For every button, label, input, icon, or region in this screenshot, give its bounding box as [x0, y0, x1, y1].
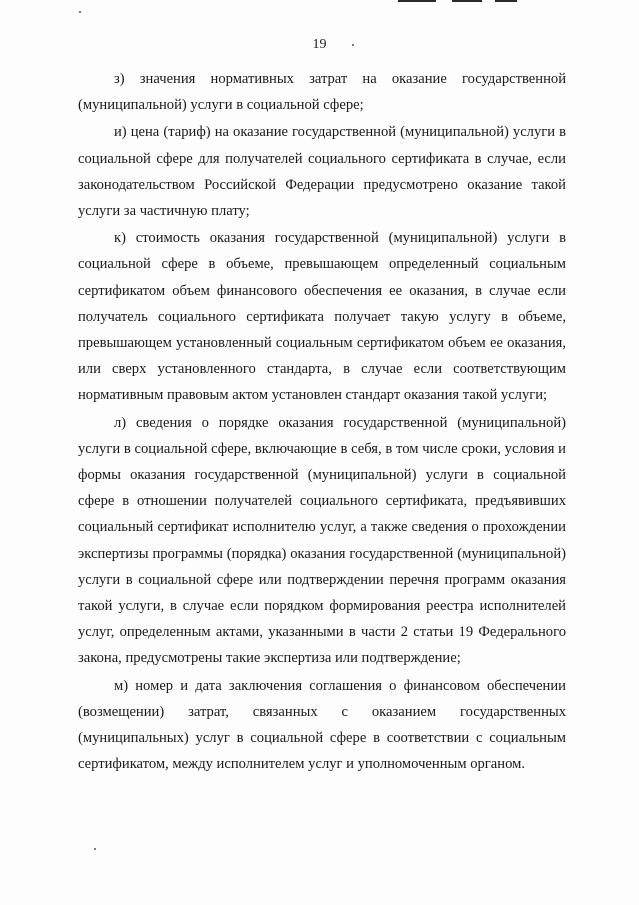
paragraph-k: к) стоимость оказания государственной (муниципальной) услуги в социальной сфере в объеме, превышающем определенный социальным сертификатом объем финансового обеспечения ее оказания, в случае если получатель социального сертификата получает такую услугу в объеме, превышающем установленный социальным сертификатом объем ее оказания, или сверх установленного стандарта, в случае если соответствующим нормативным правовым актом установлен стандарт оказания такой услуги; — [78, 230, 566, 404]
scan-speck — [94, 848, 96, 850]
page-number: 19 — [312, 37, 327, 52]
paragraph-m: м) номер и дата заключения соглашения о финансовом обеспечении (возмещении) затрат, связанных с оказанием государственных (муниципальных) услуг в социальной сфере в соответствии с социальным сертификатом, между исполнителем услуг и уполномоченным органом. — [78, 677, 566, 773]
paragraph-z: з) значения нормативных затрат на оказание государственной (муниципальной) услуги в социальной сфере; — [78, 71, 566, 114]
scan-mark — [398, 0, 436, 2]
scan-mark — [452, 0, 482, 2]
paragraph-l: л) сведения о порядке оказания государственной (муниципальной) услуги в социальной сфере, включающие в себя, в том числе сроки, условия и формы оказания государственной (муниципальной) услуги в социальной сфере в отношении получателей социального сертификата, предъявивших социальный сертификат исполнителю услуг, а также сведения о прохождении экспертизы программы (порядка) оказания государственной (муниципальной) услуги в социальной сфере или подтверждении перечня программ оказания такой услуги, в случае если порядком формирования реестра исполнителей услуг, определенным актами, указанными в части 2 статьи 19 Федерального закона, предусмотрены такие экспертиза или подтверждение; — [78, 414, 566, 667]
document-body — [78, 66, 566, 778]
scan-speck — [79, 11, 81, 13]
paragraph-i: и) цена (тариф) на оказание государственной (муниципальной) услуги в социальной сфере для получателей социального сертификата в случае, если законодательством Российской Федерации предусмотрено оказание такой услуги за частичную плату; — [78, 124, 566, 220]
scan-mark — [495, 0, 517, 2]
